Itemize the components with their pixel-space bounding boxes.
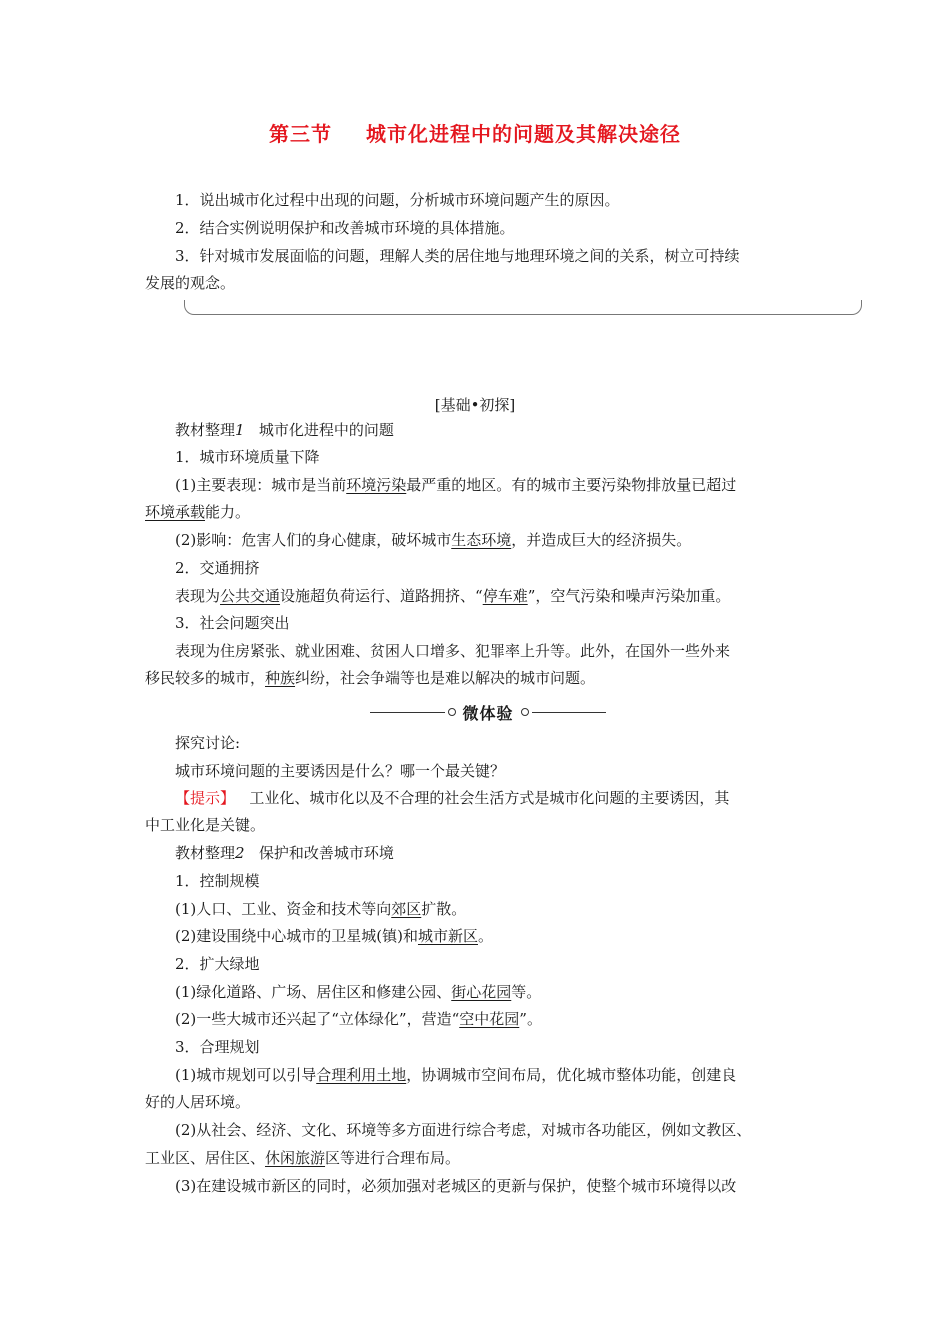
part1-item-3-p: 表现为住房紧张、就业困难、贫困人口增多、犯罪率上升等。此外，在国外一些外来	[175, 642, 731, 660]
part1-item-3-heading: 3．社会问题突出	[175, 614, 290, 632]
part2-item-3-p3: (3)在建设城市新区的同时，必须加强对老城区的更新与保护，使整个城市环境得以改	[175, 1177, 737, 1195]
micro-experience-label: 微体验	[462, 703, 514, 723]
part1-item-1-heading: 1．城市环境质量下降	[175, 448, 320, 466]
divider-line-left	[370, 712, 445, 713]
objective-2: 2．结合实例说明保护和改善城市环境的具体措施。	[175, 219, 515, 237]
part2-heading: 教材整理2 保护和改善城市环境	[175, 844, 394, 862]
part1-item-1-p2: (2)影响：危害人们的身心健康，破坏城市生态环境，并造成巨大的经济损失。	[175, 531, 692, 549]
part2-item-1-p2: (2)建设围绕中心城市的卫星城(镇)和城市新区。	[175, 927, 493, 945]
divider-dot-left	[448, 708, 456, 716]
part1-item-3-p-cont: 移民较多的城市，种族纠纷，社会争端等也是难以解决的城市问题。	[145, 669, 596, 687]
page-title	[0, 118, 950, 147]
part2-item-2-p1: (1)绿化道路、广场、居住区和修建公园、街心花园等。	[175, 983, 542, 1001]
part2-item-3-heading: 3．合理规划	[175, 1038, 260, 1056]
hint-label: 【提示】	[175, 789, 236, 807]
part2-item-3-p1-cont: 好的人居环境。	[145, 1093, 251, 1111]
discussion-label: 探究讨论:	[175, 734, 241, 752]
part1-heading: 教材整理1 城市化进程中的问题	[175, 421, 394, 439]
part2-item-1-heading: 1．控制规模	[175, 872, 260, 890]
part1-item-1-p1-cont: 环境承载能力。	[145, 503, 251, 521]
section-title: 城市化进程中的问题及其解决途径	[366, 122, 681, 146]
section-number: 第三节	[269, 122, 332, 146]
part1-item-1-p1: (1)主要表现：城市是当前环境污染最严重的地区。有的城市主要污染物排放量已超过	[175, 476, 737, 494]
hint-line: 【提示】 工业化、城市化以及不合理的社会生活方式是城市化问题的主要诱因，其	[175, 789, 730, 807]
part2-item-3-p2: (2)从社会、经济、文化、环境等多方面进行综合考虑，对城市各功能区，例如文教区、	[175, 1121, 752, 1139]
part2-item-2-heading: 2．扩大绿地	[175, 955, 260, 973]
divider-dot-right	[521, 708, 529, 716]
part1-item-2-p: 表现为公共交通设施超负荷运行、道路拥挤、“停车难”，空气污染和噪声污染加重。	[175, 587, 731, 605]
part2-item-1-p1: (1)人口、工业、资金和技术等向郊区扩散。	[175, 900, 467, 918]
part2-item-2-p2: (2)一些大城市还兴起了“立体绿化”，营造“空中花园”。	[175, 1010, 542, 1028]
objective-1: 1．说出城市化过程中出现的问题，分析城市环境问题产生的原因。	[175, 191, 620, 209]
discussion-question: 城市环境问题的主要诱因是什么？哪一个最关键？	[175, 762, 506, 780]
hint-line-cont: 中工业化是关键。	[145, 816, 266, 834]
section-tag: [基础•初探]	[434, 396, 516, 414]
objective-3: 3．针对城市发展面临的问题，理解人类的居住地与地理环境之间的关系，树立可持续	[175, 247, 740, 265]
part2-item-3-p1: (1)城市规划可以引导合理利用土地，协调城市空间布局，优化城市整体功能，创建良	[175, 1066, 737, 1084]
divider-line-right	[532, 712, 607, 713]
objectives-bracket	[184, 300, 862, 315]
objective-3-cont: 发展的观念。	[145, 274, 236, 292]
part1-item-2-heading: 2．交通拥挤	[175, 559, 260, 577]
part2-item-3-p2-cont: 工业区、居住区、休闲旅游区等进行合理布局。	[145, 1149, 461, 1167]
micro-experience-divider	[370, 702, 606, 722]
